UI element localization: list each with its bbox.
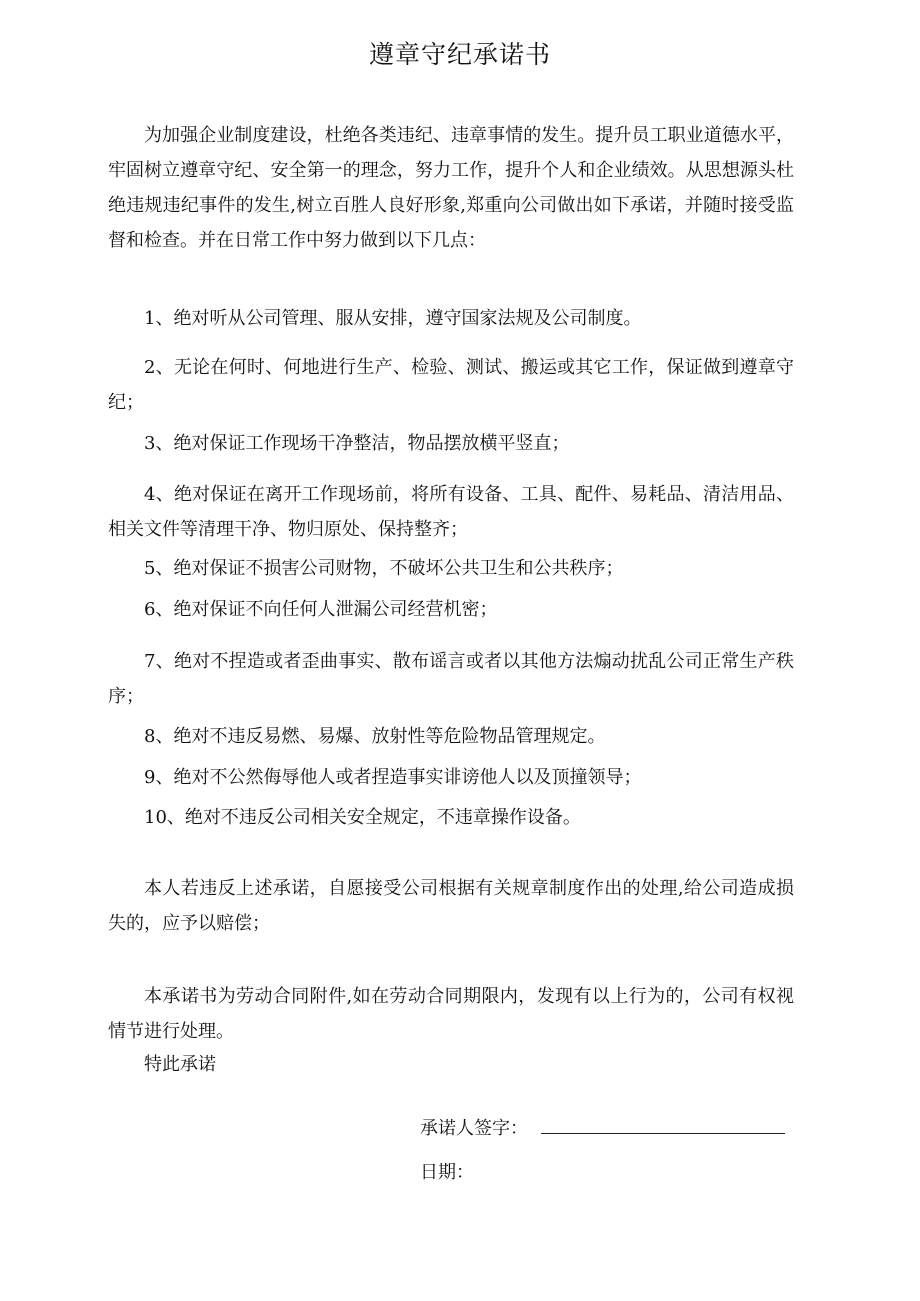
commitment-item-1: 1、绝对听从公司管理、服从安排，遵守国家法规及公司制度。 (144, 308, 642, 329)
signature-line (541, 1133, 785, 1134)
penalty-paragraph: 本人若违反上述承诺，自愿接受公司根据有关规章制度作出的处理,给公司造成损失的，应予以赔偿； (108, 878, 794, 934)
commitment-item-5: 5、绝对保证不损害公司财物，不破坏公共卫生和公共秩序； (144, 558, 624, 579)
commitment-item-9: 9、绝对不公然侮辱他人或者捏造事实诽谤他人以及顶撞领导； (144, 767, 642, 788)
commitment-item-10: 10、绝对不违反公司相关安全规定，不违章操作设备。 (144, 807, 581, 828)
commitment-item-7: 7、绝对不捏造或者歪曲事实、散布谣言或者以其他方法煽动扰乱公司正常生产秩序； (108, 651, 794, 707)
closing-text: 特此承诺 (144, 1054, 216, 1075)
commitment-item-4: 4、绝对保证在离开工作现场前，将所有设备、工具、配件、易耗品、清洁用品、相关文件等清理干净、物归原处、保持整齐； (108, 484, 794, 540)
attachment-paragraph: 本承诺书为劳动合同附件,如在劳动合同期限内，发现有以上行为的，公司有权视情节进行处理。 (108, 986, 794, 1042)
commitment-item-3: 3、绝对保证工作现场干净整洁，物品摆放横平竖直； (144, 433, 570, 454)
commitment-item-2: 2、无论在何时、何地进行生产、检验、测试、搬运或其它工作，保证做到遵章守纪； (108, 357, 794, 413)
intro-paragraph: 为加强企业制度建设，杜绝各类违纪、违章事情的发生。提升员工职业道德水平，牢固树立遵章守纪、安全第一的理念，努力工作，提升个人和企业绩效。从思想源头杜绝违规违纪事件的发生,树立百胜人良好形象,郑重向公司做出如下承诺，并随时接受监督和检查。并在日常工作中努力做到以下几点： (108, 125, 794, 251)
date-label: 日期： (420, 1162, 474, 1183)
document-title: 遵章守纪承诺书 (368, 40, 551, 69)
commitment-item-8: 8、绝对不违反易燃、易爆、放射性等危险物品管理规定。 (144, 726, 606, 747)
signature-label: 承诺人签字： (420, 1118, 528, 1139)
commitment-item-6: 6、绝对保证不向任何人泄漏公司经营机密； (144, 599, 498, 620)
